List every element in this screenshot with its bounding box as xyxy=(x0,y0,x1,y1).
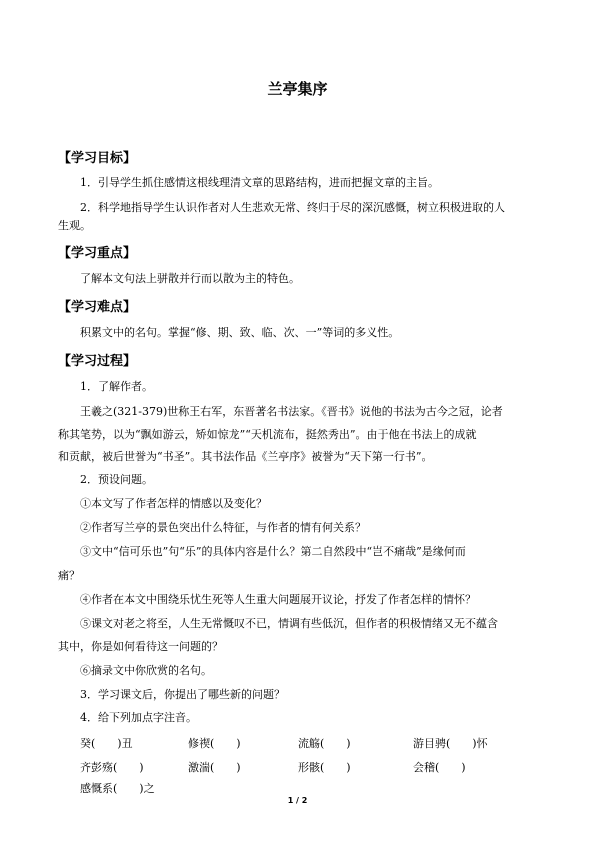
phonetic-item: 癸( )丑 xyxy=(80,737,133,750)
question-3-line-1: ③文中“信可乐也”句“乐”的具体内容是什么？第二自然段中“岂不痛哉”是缘何而 xyxy=(80,545,466,558)
question-6: ⑥摘录文中你欣赏的名句。 xyxy=(80,664,212,677)
question-5-line-2: 其中，你是如何看待这一问题的？ xyxy=(58,640,223,653)
page-title: 兰亭集序 xyxy=(267,80,328,98)
process-step-3: 3．学习课文后，你提出了哪些新的问题？ xyxy=(80,688,285,701)
section-heading-goals: 【学习目标】 xyxy=(58,151,137,166)
author-line-3: 和贡献，被后世誉为“书圣”。其书法作品《兰亭序》被誉为“天下第一行书”。 xyxy=(58,450,433,463)
question-4: ④作者在本文中围绕乐忧生死等人生重大问题展开议论，抒发了作者怎样的情怀？ xyxy=(80,593,476,606)
process-step-4: 4．给下列加点字注音。 xyxy=(80,711,197,724)
question-1: ①本文写了作者怎样的情感以及变化？ xyxy=(80,497,267,510)
focus-text: 了解本文句法上骈散并行而以散为主的特色。 xyxy=(80,272,300,285)
phonetic-item: 修禊( ) xyxy=(188,737,241,750)
goal-item-2-line-2: 生观。 xyxy=(58,219,91,232)
difficulty-text: 积累文中的名句。掌握“修、期、致、临、次、一”等词的多义性。 xyxy=(80,326,400,339)
phonetic-item: 齐彭殇( ) xyxy=(80,761,144,774)
page-number: 1 / 2 xyxy=(287,796,308,805)
section-heading-difficulty: 【学习难点】 xyxy=(58,300,137,315)
author-line-2: 称其笔势，以为“飘如游云，矫如惊龙”“天机流布，挺然秀出”。由于他在书法上的成就 xyxy=(58,428,477,441)
question-3-line-2: 痛？ xyxy=(58,569,80,582)
phonetic-item: 流觞( ) xyxy=(298,737,351,750)
phonetic-item: 游目骋( )怀 xyxy=(413,737,488,750)
author-line-1: 王羲之(321-379)世称王右军，东晋著名书法家。《晋书》说他的书法为古今之冠，论者 xyxy=(80,405,503,418)
goal-item-2-line-1: 2．科学地指导学生认识作者对人生悲欢无常、终归于尽的深沉感慨，树立积极进取的人 xyxy=(80,201,505,214)
phonetic-item: 形骸( ) xyxy=(298,761,351,774)
goal-item-1: 1．引导学生抓住感情这根线理清文章的思路结构，进而把握文章的主旨。 xyxy=(80,176,439,189)
process-step-2: 2．预设问题。 xyxy=(80,473,153,486)
phonetic-item: 感慨系( )之 xyxy=(80,782,155,795)
section-heading-focus: 【学习重点】 xyxy=(58,246,137,261)
phonetic-item: 会稽( ) xyxy=(413,761,466,774)
question-5-line-1: ⑤课文对老之将至，人生无常慨叹不已，情调有些低沉，但作者的积极情绪又无不蕴含 xyxy=(80,617,498,630)
question-2: ②作者写兰亭的景色突出什么特征，与作者的情有何关系？ xyxy=(80,521,366,534)
phonetic-item: 激湍( ) xyxy=(188,761,241,774)
process-step-1: 1．了解作者。 xyxy=(80,380,153,393)
section-heading-process: 【学习过程】 xyxy=(58,354,137,369)
